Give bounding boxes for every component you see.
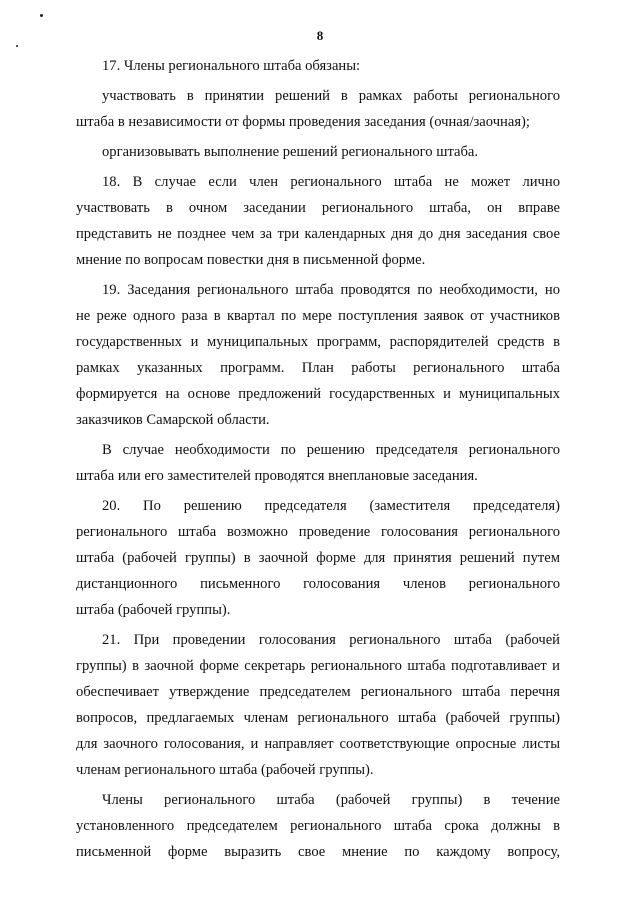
- text-line: заказчиков Самарской области.: [76, 412, 270, 428]
- text-line: письменной форме выразить свое мнение по каждому вопросу,: [76, 844, 560, 860]
- text-line: представить не позднее чем за три календарных дня до дня заседания свое: [76, 226, 560, 242]
- text-line: 18. В случае если член регионального штаба не может лично: [102, 174, 560, 190]
- text-line: штаба (рабочей группы).: [76, 602, 231, 618]
- text-line: 19. Заседания регионального штаба проводятся по необходимости, но: [102, 282, 560, 298]
- text-line: 17. Члены регионального штаба обязаны:: [102, 58, 361, 74]
- text-line: штаба или его заместителей проводятся внеплановые заседания.: [76, 468, 478, 484]
- text-line: вопросов, предлагаемых членам регионального штаба (рабочей группы): [76, 710, 560, 726]
- text-line: 21. При проведении голосования регионального штаба (рабочей: [102, 632, 560, 648]
- text-line: дистанционного письменного голосования членов регионального: [76, 576, 560, 592]
- text-line: членам регионального штаба (рабочей группы).: [76, 762, 374, 778]
- paragraph-p17: [76, 53, 560, 79]
- text-line: для заочного голосования, и направляет соответствующие опросные листы: [76, 736, 560, 752]
- paragraph-p18: [76, 169, 560, 273]
- text-line: организовывать выполнение решений регионального штаба.: [102, 144, 479, 160]
- scan-speck: [16, 45, 18, 47]
- paragraph-p21b: [76, 787, 560, 865]
- text-line: установленного председателем регионального штаба срока должны в: [76, 818, 560, 834]
- text-line: Члены регионального штаба (рабочей группы) в течение: [102, 792, 560, 808]
- text-line: регионального штаба возможно проведение голосования регионального: [76, 524, 560, 540]
- page-number: 8: [316, 28, 324, 43]
- text-line: рамках указанных программ. План работы регионального штаба: [76, 360, 560, 376]
- paragraph-p17a: [76, 83, 560, 135]
- text-line: участвовать в принятии решений в рамках работы регионального: [102, 88, 560, 104]
- text-line: группы) в заочной форме секретарь регионального штаба подготавливает и: [76, 658, 560, 674]
- text-line: мнение по вопросам повестки дня в письменной форме.: [76, 252, 426, 268]
- text-line: В случае необходимости по решению председателя регионального: [102, 442, 560, 458]
- text-line: 20. По решению председателя (заместителя председателя): [102, 498, 560, 514]
- paragraph-p17b: [76, 139, 560, 165]
- text-line: участвовать в очном заседании регионального штаба, он вправе: [76, 200, 560, 216]
- paragraph-p20: [76, 493, 560, 623]
- text-line: обеспечивает утверждение председателем регионального штаба перечня: [76, 684, 560, 700]
- paragraph-p19b: [76, 437, 560, 489]
- paragraph-p19: [76, 277, 560, 433]
- text-line: штаба в независимости от формы проведения заседания (очная/заочная);: [76, 114, 530, 130]
- scan-speck: [40, 14, 43, 17]
- text-line: государственных и муниципальных программ, распорядителей средств в: [76, 334, 560, 350]
- paragraph-p21: [76, 627, 560, 783]
- text-line: не реже одного раза в квартал по мере поступления заявок от участников: [76, 308, 560, 324]
- document-body: [76, 53, 560, 865]
- text-line: формируется на основе предложений государственных и муниципальных: [76, 386, 560, 402]
- text-line: штаба (рабочей группы) в заочной форме для принятия решений путем: [76, 550, 560, 566]
